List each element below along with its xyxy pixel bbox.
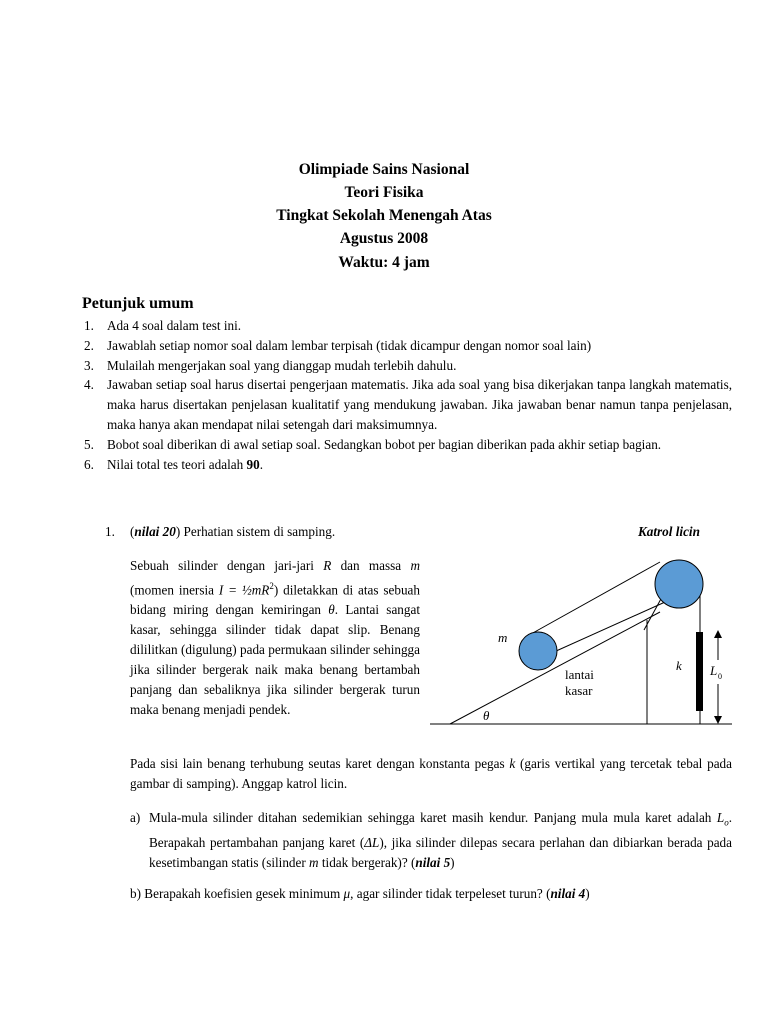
length-subscript: 0 [718,672,722,681]
part-a-score: nilai 5 [415,854,451,870]
instruction-number: 2. [84,337,94,353]
instruction-item [82,455,732,475]
instruction-item [82,435,732,455]
var-k: k [509,756,516,771]
instruction-text-suffix: . [259,456,264,472]
var-mu: μ [343,886,351,901]
desc-part: (momen inersia [130,582,219,598]
string-upper [531,562,660,634]
cylinder [519,632,557,670]
part-a-label: a) [130,810,141,825]
incline-line [450,612,660,724]
pulley [655,560,703,608]
part-a-text: ) [450,854,455,870]
string-lower [545,598,674,656]
mass-label: m [498,630,508,645]
spring-bar [696,632,703,711]
desc-part: ) diletakkan di atas sebuah bidang miring dengan kemiringan [130,582,421,618]
part-b-text: , agar silinder tidak terpeleset turun? ( [350,886,551,901]
part-b-score: nilai 4 [550,886,586,901]
problem-1-part-b [130,884,732,904]
problem-number: 1. [105,524,115,539]
var-L0: L [716,810,725,825]
instructions-list [82,316,732,474]
problem-1-paragraph-2 [130,754,732,794]
part-b-text: Berapakah koefisien gesek minimum [144,886,344,901]
length-label: L [710,663,718,678]
problem-1-intro [130,522,335,542]
instruction-number: 3. [84,357,94,373]
instruction-number: 1. [84,318,94,333]
instruction-number: 4. [84,377,94,393]
part-a-text: tidak bergerak)? ( [318,854,416,870]
instruction-text: Jawablah setiap nomor soal dalam lembar terpisah (tidak dicampur dengan nomor soal lain) [107,337,592,353]
part-a-text: ), jika silinder dilepas secara perlahan dan dibiarkan berada pada kesetimbangan statis (silinder [149,834,732,870]
instruction-number: 5. [84,436,94,452]
angle-label: θ [483,708,490,723]
arrow-down-icon [714,716,722,724]
title-line-4: Agustus 2008 [339,230,429,247]
title-line-3: Tingkat Sekolah Menengah Atas [276,207,492,224]
incline-pulley-figure [428,548,744,732]
title-line-2: Teori Fisika [344,184,424,201]
part-b-text: ) [585,886,590,901]
para2-part: (garis vertikal yang tercetak tebal pada gambar di samping). Anggap katrol licin. [130,756,732,791]
desc-part: Sebuah silinder dengan jari-jari [130,558,324,573]
problem-score: nilai 20 [134,524,176,539]
spring-label: k [676,658,682,673]
var-m: m [410,558,420,573]
problem-1-part-a [130,808,732,873]
instructions-title: Petunjuk umum [82,295,194,312]
title-line-1: Olimpiade Sains Nasional [298,161,470,178]
var-L0-subscript: o [724,817,729,828]
instruction-item [82,316,732,336]
instruction-item [82,356,732,376]
floor-label-1: lantai [565,667,594,682]
problem-intro-text: ) Perhatian sistem di samping. [175,524,336,539]
var-theta: θ [328,602,335,618]
arrow-up-icon [714,630,722,638]
paren: ( [130,524,135,539]
part-b-label: b) [130,886,141,901]
floor-label-2: kasar [565,683,593,698]
part-a-text: . Berapakah pertambahan panjang karet ( [149,810,732,850]
instruction-number: 6. [84,456,94,472]
inertia-formula: I = ½mR [218,582,270,598]
instruction-text: Mulailah mengerjakan soal yang dianggap mudah terlebih dahulu. [107,357,457,373]
part-a-text: Mula-mula silinder ditahan sedemikian sehingga karet masih kendur. Panjang mula mula karet adalah [149,810,717,825]
exponent: 2 [269,581,274,591]
var-m: m [309,854,319,870]
instruction-item [82,336,732,356]
problem-1-heading [105,522,115,542]
var-R: R [323,558,332,573]
instruction-text [107,457,263,472]
instruction-text-prefix: Nilai total tes teori adalah [107,456,247,472]
total-score: 90 [246,456,260,472]
desc-part: . Lantai sangat kasar, sehingga silinder tidak dapat slip. Benang dililitkan (digulung) pada permukaan silinder sehingga jika silinder bergerak naik maka benang bertambah panjang dan sebaliknya jika silinder bergerak turun maka benang menjadi pendek. [130,602,420,718]
instruction-text: Jawaban setiap soal harus disertai pengerjaan matematis. Jika ada soal yang bisa dikerjakan tanpa langkah matematis, maka harus disertakan penjelasan kualitatif yang mendukung jawaban. Jika jawaban benar namun tanpa penjelasan, maka hanya akan mendapat nilai setengah dari maksimumnya. [107,377,732,432]
delta-L: ΔL [364,834,380,850]
instruction-item [82,375,732,434]
title-line-5: Waktu: 4 jam [338,254,430,271]
pulley-label: Katrol licin [638,524,700,539]
instruction-text: Ada 4 soal dalam test ini. [107,318,242,333]
para2-part: Pada sisi lain benang terhubung seutas karet dengan konstanta pegas [130,756,510,771]
instruction-text: Bobot soal diberikan di awal setiap soal. Sedangkan bobot per bagian diberikan pada akhir setiap bagian. [107,436,662,452]
problem-1-description [130,556,420,720]
desc-part: dan massa [331,558,411,573]
